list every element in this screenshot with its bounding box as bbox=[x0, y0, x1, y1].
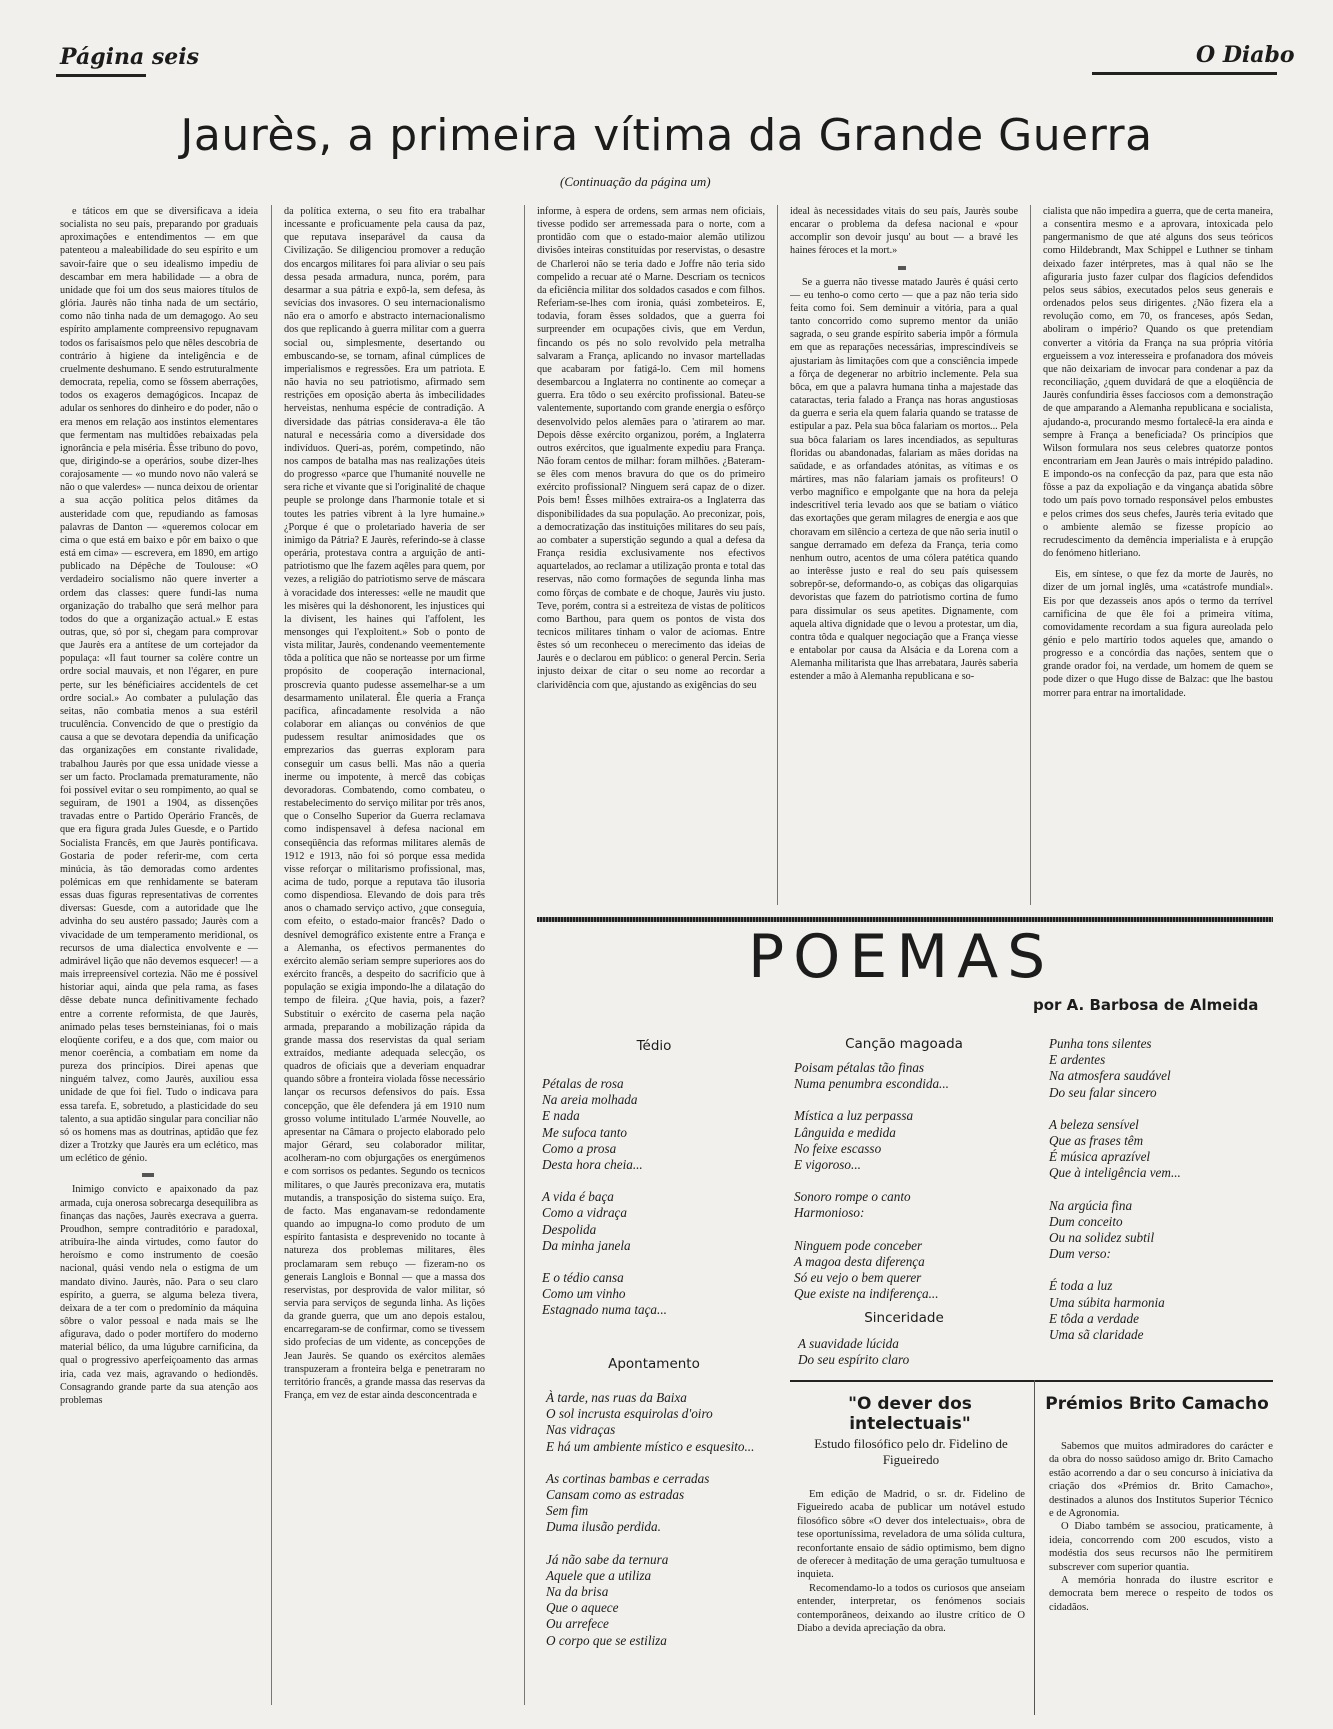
box-divider bbox=[1034, 1380, 1035, 1715]
poem-line: É toda a luz bbox=[1049, 1278, 1113, 1294]
poem-line: Uma súbita harmonia bbox=[1049, 1294, 1165, 1310]
poem-line: A magoa desta diferença bbox=[794, 1253, 925, 1269]
poem-line: Punha tons silentes bbox=[1049, 1036, 1152, 1051]
dever-paragraph: Recomendamo-lo a todos os curiosos que anseiam entender, interpretar, os fenómenos sociais contemporâneos, deixando ao ilustre crítico de O Diabo a devida apreciação da obra. bbox=[797, 1582, 1025, 1635]
poem-line: Sonoro rompe o canto bbox=[794, 1189, 911, 1205]
page-number-label: Página seis bbox=[60, 44, 199, 70]
poem-line: E nada bbox=[542, 1108, 580, 1124]
poem-line: Estagnado numa taça... bbox=[542, 1302, 667, 1318]
poem-line: Já não sabe da ternura bbox=[546, 1551, 669, 1567]
article-column-4 bbox=[790, 205, 1018, 907]
poem-line: Duma ilusão perdida. bbox=[546, 1519, 661, 1535]
article-paragraph: Se a guerra não tivesse matado Jaurès é quási certo — eu tenho-o como certo — que a paz não teria sido feita como foi. Sem deminuir a vitória, para a qual tanto concorrido como supremo mentor da união sagrada, o seu grande espírito saberia impôr a fórmula em que as reparações necessárias, imprescindíveis se ajustariam às limitações com que a consciência impede a fôrça de degenerar no arbítrio inclemente. Pela sua bôca, em que a palavra humana tinha a majestade das cataractas, teria falado a França nas horas angustiosas da guerra e seria ela quem falaria quando se tratasse de estipular a paz. Pela sua bôca falariam os mortos... Pela sua bôca falariam os lares incendiados, as sepulturas floridas ou abandonadas, falariam as mães doridas na saüdade, e as orfandades atónitas, as vítimas e os mártires, mas não falariam jamais os profiteurs! O verbo magnífico e empolgante que na hora da peleja indescritível teria levado aos que se batiam o viático das exortações que geram milagres de energia e aos que choravam em silêncio a certeza de que não seria inutil o sangue derramado em defeza da França, teria como nenhum outro, acentos de uma cólera patética quando ao interêsse justo e real do seu país quisessem sobrepôr-se, deformando-o, as cobiças das oligarquias devoristas que fazem do patriotismo cortina de fumo para dissimular os seus apetites. Dignamente, com aquela altiva dignidade que o levou a protestar, um dia, contra tôda e qualquer negociação que a França viesse e entabolar por causa da Alsácia e da Lorena com a Alemanha militarista que lhas arrebatara, Jaurès saberia estender a mão à Alemanha republicana e so- bbox=[790, 276, 1018, 683]
poem-title-cancao-magoada: Canção magoada bbox=[845, 1036, 963, 1052]
dever-subtitle: Estudo filosófico pelo dr. Fidelino de Figueiredo bbox=[814, 1436, 1008, 1467]
poem-stanza bbox=[1049, 1117, 1274, 1182]
poem-title-sinceridade: Sinceridade bbox=[864, 1310, 944, 1326]
poem-stanza bbox=[546, 1471, 796, 1536]
poem-stanza bbox=[1049, 1036, 1274, 1101]
box-rule bbox=[790, 1380, 1273, 1382]
poem-line: Harmonioso: bbox=[794, 1205, 865, 1221]
poem-line: Como a vidraça bbox=[542, 1205, 627, 1221]
poem-stanza bbox=[1049, 1278, 1274, 1343]
poem-sinceridade bbox=[798, 1336, 1028, 1384]
premios-paragraph: A memória honrada do ilustre escritor e democrata bem merece o respeito de todos os cidadãos. bbox=[1049, 1575, 1273, 1613]
poem-title-apontamento: Apontamento bbox=[608, 1356, 700, 1372]
poem-line: Uma sã claridade bbox=[1049, 1327, 1144, 1343]
poem-line: Cansam como as estradas bbox=[546, 1487, 685, 1503]
poem-line: Desta hora cheia... bbox=[542, 1157, 643, 1173]
article-paragraph: Eis, em síntese, o que fez da morte de Jaurès, no dizer de um jornal inglês, uma «catástrofe mundial». Eis por que dezasseis anos após o termo da terrível carnificina de que êle foi a primeira vítima, comovidamente recordam a sua figura aureolada pelo génio e pelo martírio todos aqueles que, amando o progresso e a concórdia das nações, sentem que o grande orador foi, na verdade, um homem de quem se pode dizer o que Hugo disse de Balzac: que lhe bastou morrer para entrar na imortalidade. bbox=[1043, 569, 1273, 699]
poem-untitled-right bbox=[1049, 1036, 1274, 1359]
article-column-3 bbox=[537, 205, 765, 907]
poemas-title: POEMAS bbox=[748, 922, 1055, 992]
column-rule bbox=[777, 205, 778, 905]
poem-line: Me sufoca tanto bbox=[542, 1124, 627, 1140]
poem-line: Do seu espírito claro bbox=[798, 1352, 910, 1368]
poem-line: Na atmosfera saudável bbox=[1049, 1068, 1171, 1084]
poem-line: Só eu vejo o bem querer bbox=[794, 1270, 922, 1286]
poem-stanza bbox=[798, 1336, 1028, 1368]
dever-body bbox=[797, 1488, 1025, 1635]
poem-line: Numa penumbra escondida... bbox=[794, 1076, 949, 1092]
poem-line: Da minha janela bbox=[542, 1237, 631, 1253]
article-paragraph: Inimigo convicto e apaixonado da paz armada, cuja onerosa sobrecarga desequilibra as finanças das nações, Jaurès execrava a guerra. Proudhon, sempre contraditório e paradoxal, atribuíra-lhe ainda virtudes, como fautor do heroísmo e como instrumento de coesão nacional, quási vendo nela o estigma de um mandato divino. Jaurès, não. Para o seu claro espírito, a guerra, se alguma beleza tivera, deixara de a ter com o predomínio da máquina sôbre o valor pessoal e nada mais se lhe afigurava, dado o poder mortífero do moderno material bélico, da uma lúgubre carnificina, da qual o progressivo aperfeiçoamento das armas iria, cada vez mais, agravando o hediondês. Consagrando grande parte da sua atenção aos problemas bbox=[60, 1184, 258, 1406]
dever-title: "O dever dos intelectuais" bbox=[848, 1394, 972, 1434]
poem-stanza bbox=[794, 1108, 1030, 1173]
poem-line: A vida é baça bbox=[542, 1189, 614, 1205]
poem-line: Que as frases têm bbox=[1049, 1133, 1144, 1149]
poem-line: Que existe na indiferença... bbox=[794, 1286, 939, 1302]
poem-stanza bbox=[542, 1189, 772, 1254]
article-paragraph: informe, à espera de ordens, sem armas nem oficiais, tivesse podido ser arremessada para o norte, com a prontidão com que o estado-maior alemão utilizou divisões inteiras constituídas por reservistas, o desastre de Charleroi não se teria dado e Joffre não teria sido compelido a recuar até o Marne. Descriam os tecnicos da eficiência militar dos soldados casados e com filhos. Referiam-se-lhes com ironia, quási zombeteiros. E, todavia, foram êsses soldados, que a guerra foi surpreender em ocupações civis, que em Verdun, fincando os pés no solo revolvido pela metralha salvaram a França, aplicando no invasor martelladas que acabaram por fatigá-lo. Cem mil homens desembarcou a Inglaterra no continente ao começar a guerra. Era tôdo o seu exército profissional. Bateu-se valentemente, suportando com grande energia o esfôrço desenvolvido pelos alemães para o 'atirarem ao mar. Depois dêsse exército organizou, porém, a Inglaterra outros exércitos, que igualmente expediu para França. Não foram centos de milhar: foram milhões. ¿Bateram-se êles com menos bravura do que os do primeiro exército profissional? Ninguem será capaz de o dizer. Pois bem! Êsses milhões extraira-os a Inglaterra das disponibilidades da sua população. Ao preconizar, pois, a democratização das instituições militares do seu país, ao combater a superstição segundo a qual a defesa da França residia exclusivamente nos efectivos aquartelados, ao reclamar a utilização pronta e total das reservas, não como formações de segunda linha mas como fôrças de combate e de choque, Jaurès viu justo. Teve, porém, contra si a estreiteza de vistas de políticos como Barthou, para quem os pontos de vista dos tecnicos militares tinham o valor de aciomas. Entre êstes só um reconheceu o merecimento das ideias de Jaurès e o declarou em público: o general Percin. Seria injusto deixar de citar o seu nome ao recordar a clarividência com que, ajustando as exigências do seu bbox=[537, 206, 765, 691]
column-rule bbox=[524, 205, 525, 1705]
poem-line: Lânguida e medida bbox=[794, 1124, 896, 1140]
poem-line: Na areia molhada bbox=[542, 1092, 638, 1108]
article-column-1 bbox=[60, 205, 258, 1715]
poem-stanza bbox=[794, 1238, 1030, 1303]
poem-stanza bbox=[1049, 1198, 1274, 1263]
poem-stanza bbox=[546, 1552, 796, 1649]
poem-apontamento bbox=[546, 1390, 796, 1665]
poem-line: Poisam pétalas tão finas bbox=[794, 1060, 925, 1075]
poem-cancao-magoada bbox=[794, 1060, 1030, 1318]
poem-line: Que o aquece bbox=[546, 1600, 619, 1616]
poem-line: Dum conceito bbox=[1049, 1213, 1123, 1229]
poem-line: Nas vidraças bbox=[546, 1422, 616, 1438]
article-paragraph: e táticos em que se diversificava a ideia socialista no seu país, preparando por graduais aproximações e entendimentos — em que patenteou a maleabilidade do seu espírito e um savoir-faire que o seu idealismo impediu de descambar em mera habilidade — a obra de unidade que foi um dos seus maiores títulos de glória. Jaurès não tinha nada de um sectário, como não tinha nada de um demagogo. Ao seu espírito amplamente compreensivo repugnavam todos os farisaísmos pelo que nêles descobria de contrário à higiene da inteligência e de cruelmente deshumano. E sendo estruturalmente democrata, repelia, como se fôssem aberrações, todos os exageros demagógicos. Incapaz de adular os senhores do dinheiro e do poder, não o era menos em relação aos instintos elementares que fermentam nas multidões rebaixadas pela ignorância e pela miséria. Êsse tribuno do povo, que, dirigindo-se a operários, soube dizer-lhes corajosamente — «o mundo novo não valerá se não o que valerdes» — nunca deixou de orientar a sua acção política pelos ditâmes da austeridade com que, repudiando as famosas palavras de Danton — «queremos colocar em cima o que está em baixo e pôr em baixo o que está em cima» — escrevera, em 1890, em artigo publicado na Dépêche de Toulouse: «O verdadeiro socialismo não quere inverter a ordem das classes: quere fundi-las numa organização do trabalho que será melhor para todos do que a organização actual.» E estas outras, que, só por si, chegam para comprovar que Jaurès era a antítese de um cortejador da populaça: «Il faut tourner sa colère contre un ordre social mauvais, et non l'égarer, en pure perte, sur les bénéficiaires accidentels de cet ordre social.» Ao combater a pululação das seitas, não combatia menos a sua estéril truculência. Convencido de que o prestígio da causa a que se devotara dependia da unificação das organizações em constante rivalidade, trabalhou Jaurès por que essa unidade viesse a ser um facto. Proclamada prematuramente, não foi possível evitar o seu rompimento, ao qual se seguiram, de 1901 a 1904, as dissenções travadas entre o Partido Operário Francês, de que era figura grada Jules Guesde, e o Partido Socialista Francês, em que Jaurès pontificava. Gostaria de poder referir-me, com certa minúcia, às tão demoradas como ardentes polémicas em que renhidamente se bateram essas duas figuras representativas de correntes diversas: Guesde, com a autoridade que lhe advinha do seu austéro passado; Jaurès com a vivacidade de um temperamento meridional, os recursos de uma dialectica envolvente e — admirável lição que não devemos esquecer! — a mais irrepreensível cortezia. Não me é possível historiar aqui, ainda que pela rama, as fases dêsse debate nunca definitivamente fechado entre a corrente reformista, de que Jaurès, animado pelas teses bernsteinianas, foi o mais eloqüente corifeu, e a dos que, com maior ou menor coerência, a combatiam em nome da pureza dos princípios. Direi apenas que ninguém talvez, como Jaurès, auxiliou essa unidade de que foi fiel. Tudo o indicava para essa tarefa. E, sobretudo, a plasticidade do seu talento, a sua aptidão singular para conciliar não só os homens mas as doutrinas, aptidão que fez dizer a Trotzky que Jaurès era um eclético, mas um eclético de génio. bbox=[60, 206, 258, 1165]
poemas-byline: por A. Barbosa de Almeida bbox=[1033, 996, 1259, 1014]
poem-stanza bbox=[794, 1060, 1030, 1092]
dever-paragraph: Em edição de Madrid, o sr. dr. Fidelino de Figueiredo acaba de publicar um notável estudo filosófico sôbre «O dever dos intelectuais», obra de tese oportuníssima, reveladora de uma sólida cultura, reconfortante ensaio de sádio optimismo, bem digno de oferecer à meditação de uma geração tumultuosa e inquieta. bbox=[797, 1489, 1025, 1581]
article-paragraph: ideal às necessidades vitais do seu país, Jaurès soube encarar o problema da defesa nacional e «pour accomplir son devoir jusqu' au bout — a bravé les haines féroces et la mort.» bbox=[790, 206, 1018, 257]
poem-line: É música aprazível bbox=[1049, 1149, 1151, 1165]
poem-line: Ou arrefece bbox=[546, 1616, 609, 1632]
premios-title: Prémios Brito Camacho bbox=[1045, 1394, 1269, 1414]
poem-line: Ou na solidez subtil bbox=[1049, 1230, 1155, 1246]
article-title: Jaurès, a primeira vítima da Grande Guerra bbox=[180, 110, 1153, 161]
section-separator bbox=[898, 266, 906, 270]
poem-line: A beleza sensível bbox=[1049, 1116, 1139, 1132]
premios-body bbox=[1049, 1440, 1273, 1614]
poem-title-tedio: Tédio bbox=[636, 1038, 672, 1054]
poem-line: Aquele que a utiliza bbox=[546, 1567, 652, 1583]
poem-line: Sem fim bbox=[546, 1503, 589, 1519]
poem-line: E ardentes bbox=[1049, 1052, 1106, 1068]
poem-line: E vigoroso... bbox=[794, 1157, 861, 1173]
poem-tedio bbox=[542, 1076, 772, 1335]
poem-line: Ninguem pode conceber bbox=[794, 1237, 923, 1253]
article-paragraph: cialista que não impedira a guerra, que de certa maneira, a consentira mesmo e a aprovara, intoxicada pelo pangermanismo de que até alguns dos seus teóricos como Hildebrandt, Max Schippel e Luthner se tinham deixado fazer intérpretes, mas à qual não se lhe afiguraria justo fazer culpar dos flagícios defendidos pelos seus sábios, executados pelos seus generais e ordenados pelos seus dirigentes. ¿Não fizera ela a revolução como, em 70, os franceses, após Sedan, aboliram o império? Quando os que pretendiam converter a vitória da França na sua própria vitória ergueissem a voz interesseira e profanadora dos móveis que não deixariam de invocar para condenar a paz da reconciliação, ¿quem duvidará de que a eloqüência de Jaurès confundiria êsses facciosos com a demonstração de que amparando a Alemanha republicana e socialista, ajudando-a, procurando mesmo fortalecê-la era ainda e sempre à França a beneficiada? Os princípios que Wilson formulara nos seus celebres quatorze pontos encontrariam em Jean Jaurès o mais intrépido paladino. E impondo-os na confecção da paz, para que esta não fôsse a paz da expoliação e da vingança abatida sôbre todo um país povo tornado responsável pelos embustes e pelos crimes dos seus chefes, Jaurès teria evitado que o ambiente alemão se fizesse propício ao recrudescimento da demência imperialista e à erupção do fenómeno hitleriano. bbox=[1043, 206, 1273, 560]
header-rule-right bbox=[1092, 72, 1277, 75]
poem-line: Na argúcia fina bbox=[1049, 1197, 1133, 1213]
poem-line: Do seu falar sincero bbox=[1049, 1084, 1157, 1100]
poem-line: E o tédio cansa bbox=[542, 1270, 624, 1286]
column-rule bbox=[1030, 205, 1031, 905]
article-column-2 bbox=[284, 205, 485, 1715]
poem-line: As cortinas bambas e cerradas bbox=[546, 1470, 710, 1486]
poem-line: O sol incrusta esquirolas d'oiro bbox=[546, 1406, 713, 1422]
article-paragraph: da política externa, o seu fito era trabalhar incessante e proficuamente pela causa da paz, que reputava inseparável da causa da Civilização. Se diligenciou promover a redução dos encargos militares foi para aliviar o seu país dessa pesada armadura, nunca, porém, para desarmar a sua pátria e expô-la, sem defesa, às sevícias dos invasores. O seu internacionalismo não era o amorfo e abstracto internacionalismo dos que replicando à guerra militar com a guerra social ou, simplesmente, desertando ou embuscando-se, se tornam, afinal cúmplices de imperialismos e regressões. Era um patriota. E não havia no seu patriotismo, afirmado sem restrições em oposição aberta às imbecilidades herveistas, nenhuma espécie de contradição. A diversidade das pátrias considerava-a êle tão natural e necessária como a diversidade dos indivíduos. Queri-as, porém, competindo, não nos campos de batalha mas nas realizações úteis do progresso «parce que l'humanité nouvelle ne sera riche et vivante que si l'originalité de chaque peuple se prolonge dans l'harmonie totale et si toutes les patries vibrent à la lyre humaine.» ¿Porque é que o proletariado haveria de ser inimigo da Pátria? E Jaurès, referindo-se à classe operária, protestava contra a arguição de anti-patriotismo que lhe fazem aqêles para quem, por vezes, a religião do patriotismo serve de máscara à voracidade dos interesses: «elle ne maudit que les misères qui la déshonorent, les injustices qui la divisent, les haines qui l'affolent, les mensonges qui l'exploitent.» Sob o ponto de vista militar, Jaurès, condenando veementemente tôda a política que não se norteasse por um firme propósito de cooperação internacional, proscrevia quanto pudesse assemelhar-se a um desarmamento unilateral. Êle queria a França pacífica, afincadamente resolvida a não colaborar em alianças ou convénios de que pudessem resultar animosidades que os emprezarios das guerras exploram para conseguir um casus belli. Mas não a queria inerme ou impotente, à mercê das cobiças devoradoras. Combatendo, como combateu, o restabelecimento do serviço militar por três anos, que o Conselho Superior da Guerra reclamava como indispensavel à defesa nacional em conseqüência das reformas militares alemãs de 1912 e 1913, não foi só porque essa medida visse reforçar o militarismo profissional, mas, acima de tudo, porque a reputava tão ilusoria como dispendiosa. Elevando de dois para três anos o chamado serviço activo, ¿que conseguia, com efeito, o estado-maior francês? Dado o desnível demográfico existente entre a França e a Alemanha, os efectivos permanentes do exército alemão seriam sempre superiores aos do exército francês, a despeito do sacrifício que à população se exigia impondo-lhe a dilatação do tempo de fileira. ¿Que havia, pois, a fazer? Substituir o exército de caserna pela nação armada, preparando a mobilização rápida da grande massa dos reservistas da qual seriam extraídos, mediante adequada selecção, os quadros de oficiais que a deveriam enquadrar quando sôbre a fronteira violada fôsse necessário lançar os recursos defensivos do país. Essa concepção, que êle defendera já em 1910 num grosso volume intitulado L'armée Nouvelle, ao apresentar na Câmara o projecto elaborado pelo major Gérard, seu colaborador militar, acolheram-no com objurgações os energúmenos e com sorrisos os pedantes. Segundo os tecnicos militares, o que Jaurès preconizava era, mutatis mutandis, a transposição do sistema suíço. Era, de facto. Mas enganavam-se redondamente quando ao impugna-lo como produto de um espírito fantasista e desprevenido no tocante à natureza dos problemas militares, êles proclamaram sem rebuço — fizeram-no os generais Langlois e Bonnal — que a massa dos reservistas, por desprovida de valor militar, só servia para serviços de segunda linha. As lições da grande guerra, que um ano depois estalou, encarregaram-se de confirmar, como se tivessem sido profecias de um vidente, as concepções de Jean Jaurès. Se quando os exércitos alemães transpuzeram a fronteira belga e penetraram no território francês, a grande massa das reservas da França, em vez de estar ainda desconcentrada e bbox=[284, 206, 485, 1402]
poem-stanza bbox=[546, 1390, 796, 1455]
section-separator bbox=[142, 1173, 154, 1177]
header-rule-left bbox=[56, 74, 146, 77]
poem-line: O corpo que se estiliza bbox=[546, 1632, 667, 1648]
poem-line: Mística a luz perpassa bbox=[794, 1108, 914, 1124]
poem-line: A suavidade lúcida bbox=[798, 1336, 899, 1351]
poem-line: À tarde, nas ruas da Baixa bbox=[546, 1390, 687, 1405]
premios-paragraph: Sabemos que muitos admiradores do carácter e da obra do nosso saüdoso amigo dr. Brito Camacho estão acorrendo a dar o seu concurso à iniciativa da criação dos «Prémios dr. Brito Camacho», destinados a alunos dos Institutos Superior Técnico e de Agronomia. bbox=[1049, 1441, 1273, 1520]
poem-line: Na da brisa bbox=[546, 1584, 609, 1600]
poem-line: E tôda a verdade bbox=[1049, 1310, 1139, 1326]
masthead-label: O Diabo bbox=[1196, 42, 1295, 68]
poem-line: Pétalas de rosa bbox=[542, 1076, 624, 1091]
poem-line: Como a prosa bbox=[542, 1140, 617, 1156]
article-subtitle: (Continuação da página um) bbox=[560, 174, 711, 189]
poem-stanza bbox=[794, 1189, 1030, 1221]
poem-line: No feixe escasso bbox=[794, 1140, 882, 1156]
poem-stanza bbox=[542, 1270, 772, 1319]
column-rule bbox=[271, 205, 272, 1705]
premios-paragraph: O Diabo também se associou, praticamente, à ideia, concorrendo com 200 escudos, visto a modéstia dos seus recursos não lhe permitirem subscrever com superior quantia. bbox=[1049, 1521, 1273, 1573]
poem-line: Que à inteligência vem... bbox=[1049, 1165, 1181, 1181]
article-column-5 bbox=[1043, 205, 1273, 907]
poem-line: Dum verso: bbox=[1049, 1246, 1111, 1262]
poem-line: Despolida bbox=[542, 1221, 597, 1237]
poem-line: Como um vinho bbox=[542, 1286, 626, 1302]
poem-line: E há um ambiente místico e esquesito... bbox=[546, 1438, 755, 1454]
poem-stanza bbox=[542, 1076, 772, 1173]
